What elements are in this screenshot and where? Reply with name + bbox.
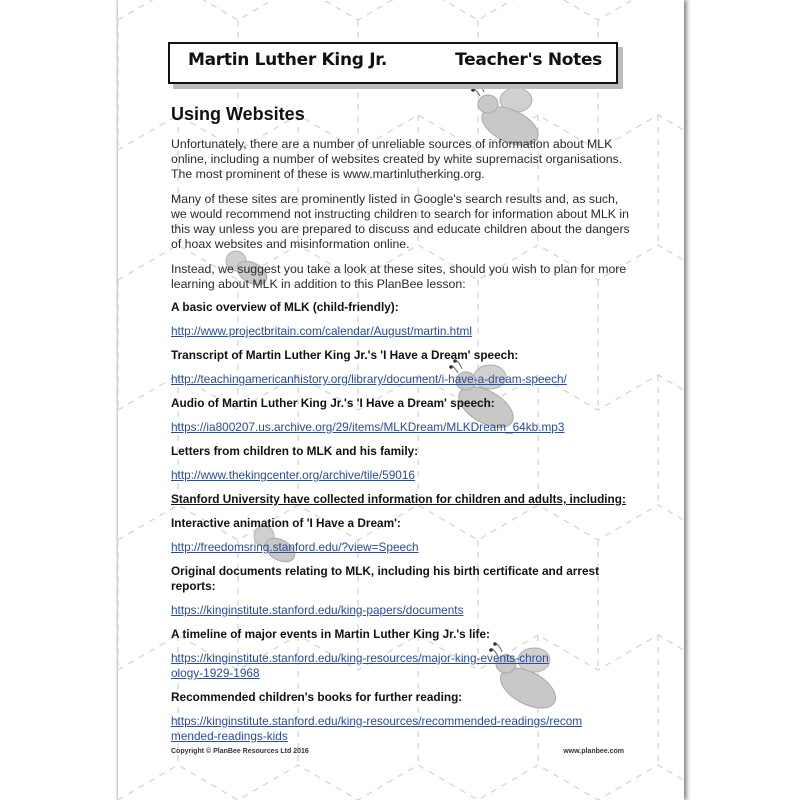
resource-label: Transcript of Martin Luther King Jr.'s 'I Have a Dream' speech: (171, 348, 519, 362)
paragraph: Many of these sites are prominently listed in Google's search results and, as such, we would recommend not instructing children to search for information about MLK in this way unless you are prepared to discuss and educate children about the dangers of hoax websites and misinformation online. (171, 192, 630, 251)
resource-label: A timeline of major events in Martin Luther King Jr.'s life: (171, 627, 490, 641)
resource-label: Original documents relating to MLK, including his birth certificate and arrest reports: (171, 564, 600, 593)
resource-link[interactable]: https://ia800207.us.archive.org/29/items/MLKDream/MLKDream_64kb.mp3 (171, 420, 565, 434)
header-notes-label: Teacher's Notes (455, 50, 602, 70)
resource-link[interactable]: https://kinginstitute.stanford.edu/king-resources/major-king-events-chronology-1929-1968 (171, 651, 549, 680)
resource-label: Interactive animation of 'I Have a Dream': (171, 516, 401, 530)
resource-link[interactable]: https://kinginstitute.stanford.edu/king-papers/documents (171, 603, 464, 617)
resource-link[interactable]: http://teachingamericanhistory.org/library/document/i-have-a-dream-speech/ (171, 372, 567, 386)
resource-label: Recommended children's books for further reading: (171, 690, 463, 704)
section-heading: Using Websites (171, 104, 305, 124)
resource-link[interactable]: http://www.thekingcenter.org/archive/tile/59016 (171, 468, 415, 482)
paragraph: Unfortunately, there are a number of unreliable sources of information about MLK online, including a number of websites created by white supremacist organisations. The most prominent of these is www.martinlutherking.org. (171, 137, 623, 181)
stanford-note: Stanford University have collected information for children and adults, including: (171, 492, 626, 506)
page-header (168, 42, 618, 84)
resource-link[interactable]: http://freedomsring.stanford.edu/?view=Speech (171, 540, 419, 554)
resource-label: Letters from children to MLK and his family: (171, 444, 419, 458)
resource-label: Audio of Martin Luther King Jr.'s 'I Have a Dream' speech: (171, 396, 495, 410)
header-title: Martin Luther King Jr. (188, 50, 388, 70)
footer-copyright: Copyright © PlanBee Resources Ltd 2016 (171, 748, 309, 755)
resource-label: A basic overview of MLK (child-friendly): (171, 300, 399, 314)
resource-link[interactable]: http://www.projectbritain.com/calendar/August/martin.html (171, 324, 472, 338)
document-page (118, 0, 684, 800)
paragraph: Instead, we suggest you take a look at these sites, should you wish to plan for more learning about MLK in addition to this PlanBee lesson: (171, 262, 627, 291)
resource-link[interactable]: https://kinginstitute.stanford.edu/king-resources/recommended-readings/recommended-readings-kids (171, 714, 583, 743)
main-content (171, 104, 635, 744)
footer-website: www.planbee.com (563, 748, 624, 755)
